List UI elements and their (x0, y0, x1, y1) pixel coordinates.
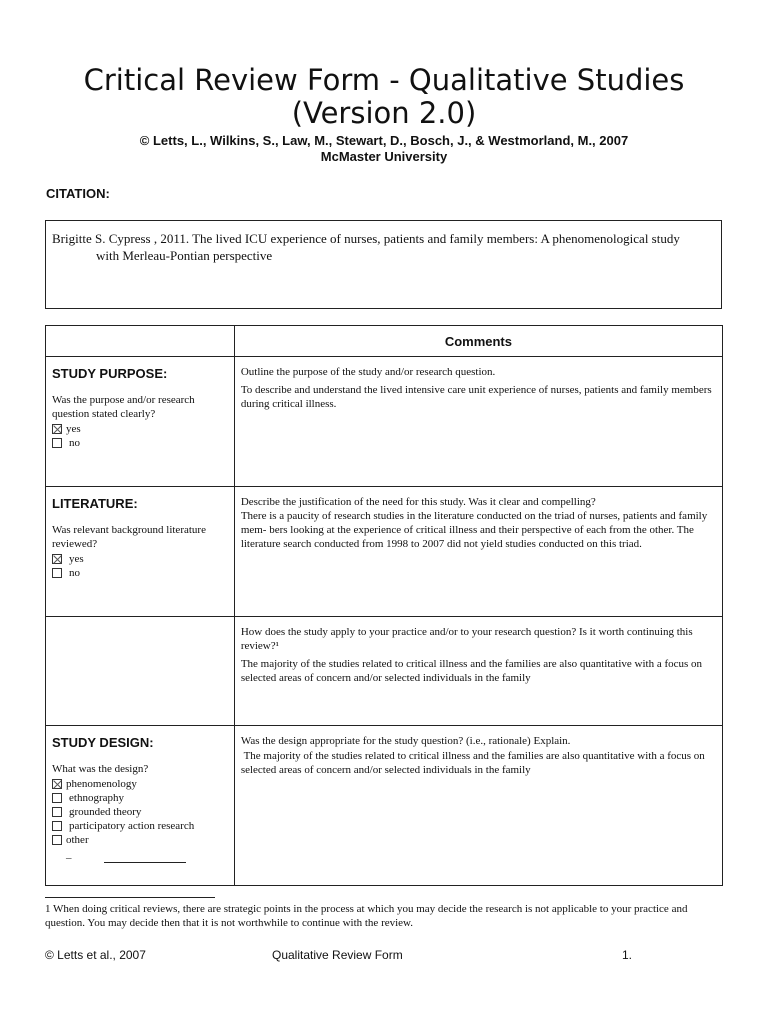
option-label: phenomenology (66, 778, 137, 790)
option-label: participatory action research (69, 820, 195, 832)
form-title (0, 64, 768, 130)
study-purpose-comment: To describe and understand the lived intensive care unit experience of nurses, patients and family members during critical illness. (240, 384, 712, 410)
applicability-comment: The majority of the studies related to critical illness and the families are also quantitative with a focus on selected areas of concern and/or selected individuals in the family (240, 658, 703, 684)
header-empty-cell (46, 326, 235, 357)
study-purpose-option-no[interactable] (52, 436, 228, 450)
option-label: no (69, 567, 80, 579)
applicability-comments[interactable] (234, 617, 722, 726)
footnote-separator (45, 897, 215, 898)
study-purpose-cell (46, 357, 235, 487)
study-design-cell (46, 726, 235, 886)
study-purpose-option-yes[interactable] (52, 422, 228, 436)
authors-line: © Letts, L., Wilkins, S., Law, M., Stewart, D., Bosch, J., & Westmorland, M., 2007 (139, 133, 629, 148)
literature-row (46, 487, 723, 617)
study-purpose-comments[interactable] (234, 357, 722, 487)
checkbox-unchecked[interactable] (52, 438, 62, 448)
checkbox-unchecked[interactable] (52, 821, 62, 831)
applicability-empty-cell (46, 617, 235, 726)
institution-line: McMaster University (320, 149, 448, 164)
applicability-prompt: How does the study apply to your practice and/or to your research question? Is it worth continuing this review?¹ (240, 626, 693, 652)
checkbox-checked[interactable] (52, 424, 62, 434)
table-header-row (46, 326, 723, 357)
study-purpose-prompt: Outline the purpose of the study and/or research question. (240, 366, 496, 378)
checkbox-checked[interactable] (52, 779, 62, 789)
design-option-phenomenology[interactable] (52, 777, 228, 791)
literature-option-no[interactable] (52, 566, 228, 580)
study-design-comments[interactable] (234, 726, 722, 886)
footnote: 1 When doing critical reviews, there are strategic points in the process at which you may decide the research is not applicable to your practice and question. You may decide then that it is not worthwhile to continue with the review. (45, 903, 688, 929)
comments-header: Comments (234, 326, 722, 357)
literature-question: Was relevant background literature reviewed? (52, 524, 206, 550)
study-purpose-title: STUDY PURPOSE: (52, 366, 168, 381)
footer-page-number: 1. (622, 948, 633, 962)
citation-box[interactable] (45, 220, 722, 309)
checkbox-unchecked[interactable] (52, 568, 62, 578)
literature-comment: There is a paucity of research studies in the literature conducted on the triad of nurses, patients and family mem- bers looking at the experience of critical illness and their perspective of each from the other. The literature search conducted from 1998 to 2007 did not yield studies conducted on this triad. (240, 510, 708, 550)
literature-cell (46, 487, 235, 617)
design-option-participatory-action-research[interactable] (52, 819, 228, 833)
design-option-other[interactable] (52, 833, 228, 847)
review-table (45, 325, 723, 886)
study-design-prompt: Was the design appropriate for the study question? (i.e., rationale) Explain. (240, 735, 571, 747)
option-label: ethnography (69, 792, 124, 804)
study-purpose-row (46, 357, 723, 487)
other-specify-line[interactable] (52, 851, 228, 865)
literature-option-yes[interactable] (52, 552, 228, 566)
study-purpose-question: Was the purpose and/or research question stated clearly? (52, 394, 195, 420)
literature-comments[interactable] (234, 487, 722, 617)
authors-block (0, 133, 768, 165)
footer-copyright: © Letts et al., 2007 (45, 948, 146, 962)
checkbox-unchecked[interactable] (52, 807, 62, 817)
checkbox-unchecked[interactable] (52, 835, 62, 845)
citation-text: Brigitte S. Cypress , 2011. The lived ICU experience of nurses, patients and family members: A phenomenological study with Merleau-Pontian perspective (52, 231, 680, 263)
footer-form-name: Qualitative Review Form (272, 948, 403, 962)
option-label: yes (69, 553, 84, 565)
option-label: other (66, 834, 89, 846)
study-design-title: STUDY DESIGN: (52, 735, 154, 750)
literature-prompt: Describe the justification of the need for this study. Was it clear and compelling? (240, 496, 596, 508)
other-dash: – (66, 852, 72, 864)
literature-title: LITERATURE: (52, 496, 138, 511)
title-line-2: (Version 2.0) (291, 96, 477, 130)
study-design-question: What was the design? (52, 763, 149, 775)
title-line-1: Critical Review Form - Qualitative Studies (83, 63, 685, 97)
option-label: no (69, 437, 80, 449)
design-option-ethnography[interactable] (52, 791, 228, 805)
checkbox-checked[interactable] (52, 554, 62, 564)
other-blank-line[interactable] (104, 862, 186, 863)
design-option-grounded-theory[interactable] (52, 805, 228, 819)
option-label: yes (66, 423, 81, 435)
study-design-row (46, 726, 723, 886)
option-label: grounded theory (69, 806, 142, 818)
study-design-comment: The majority of the studies related to critical illness and the families are also quantitative with a focus on selected areas of concern and/or selected individuals in the family (240, 750, 708, 776)
applicability-row (46, 617, 723, 726)
citation-label: CITATION: (46, 186, 110, 201)
checkbox-unchecked[interactable] (52, 793, 62, 803)
